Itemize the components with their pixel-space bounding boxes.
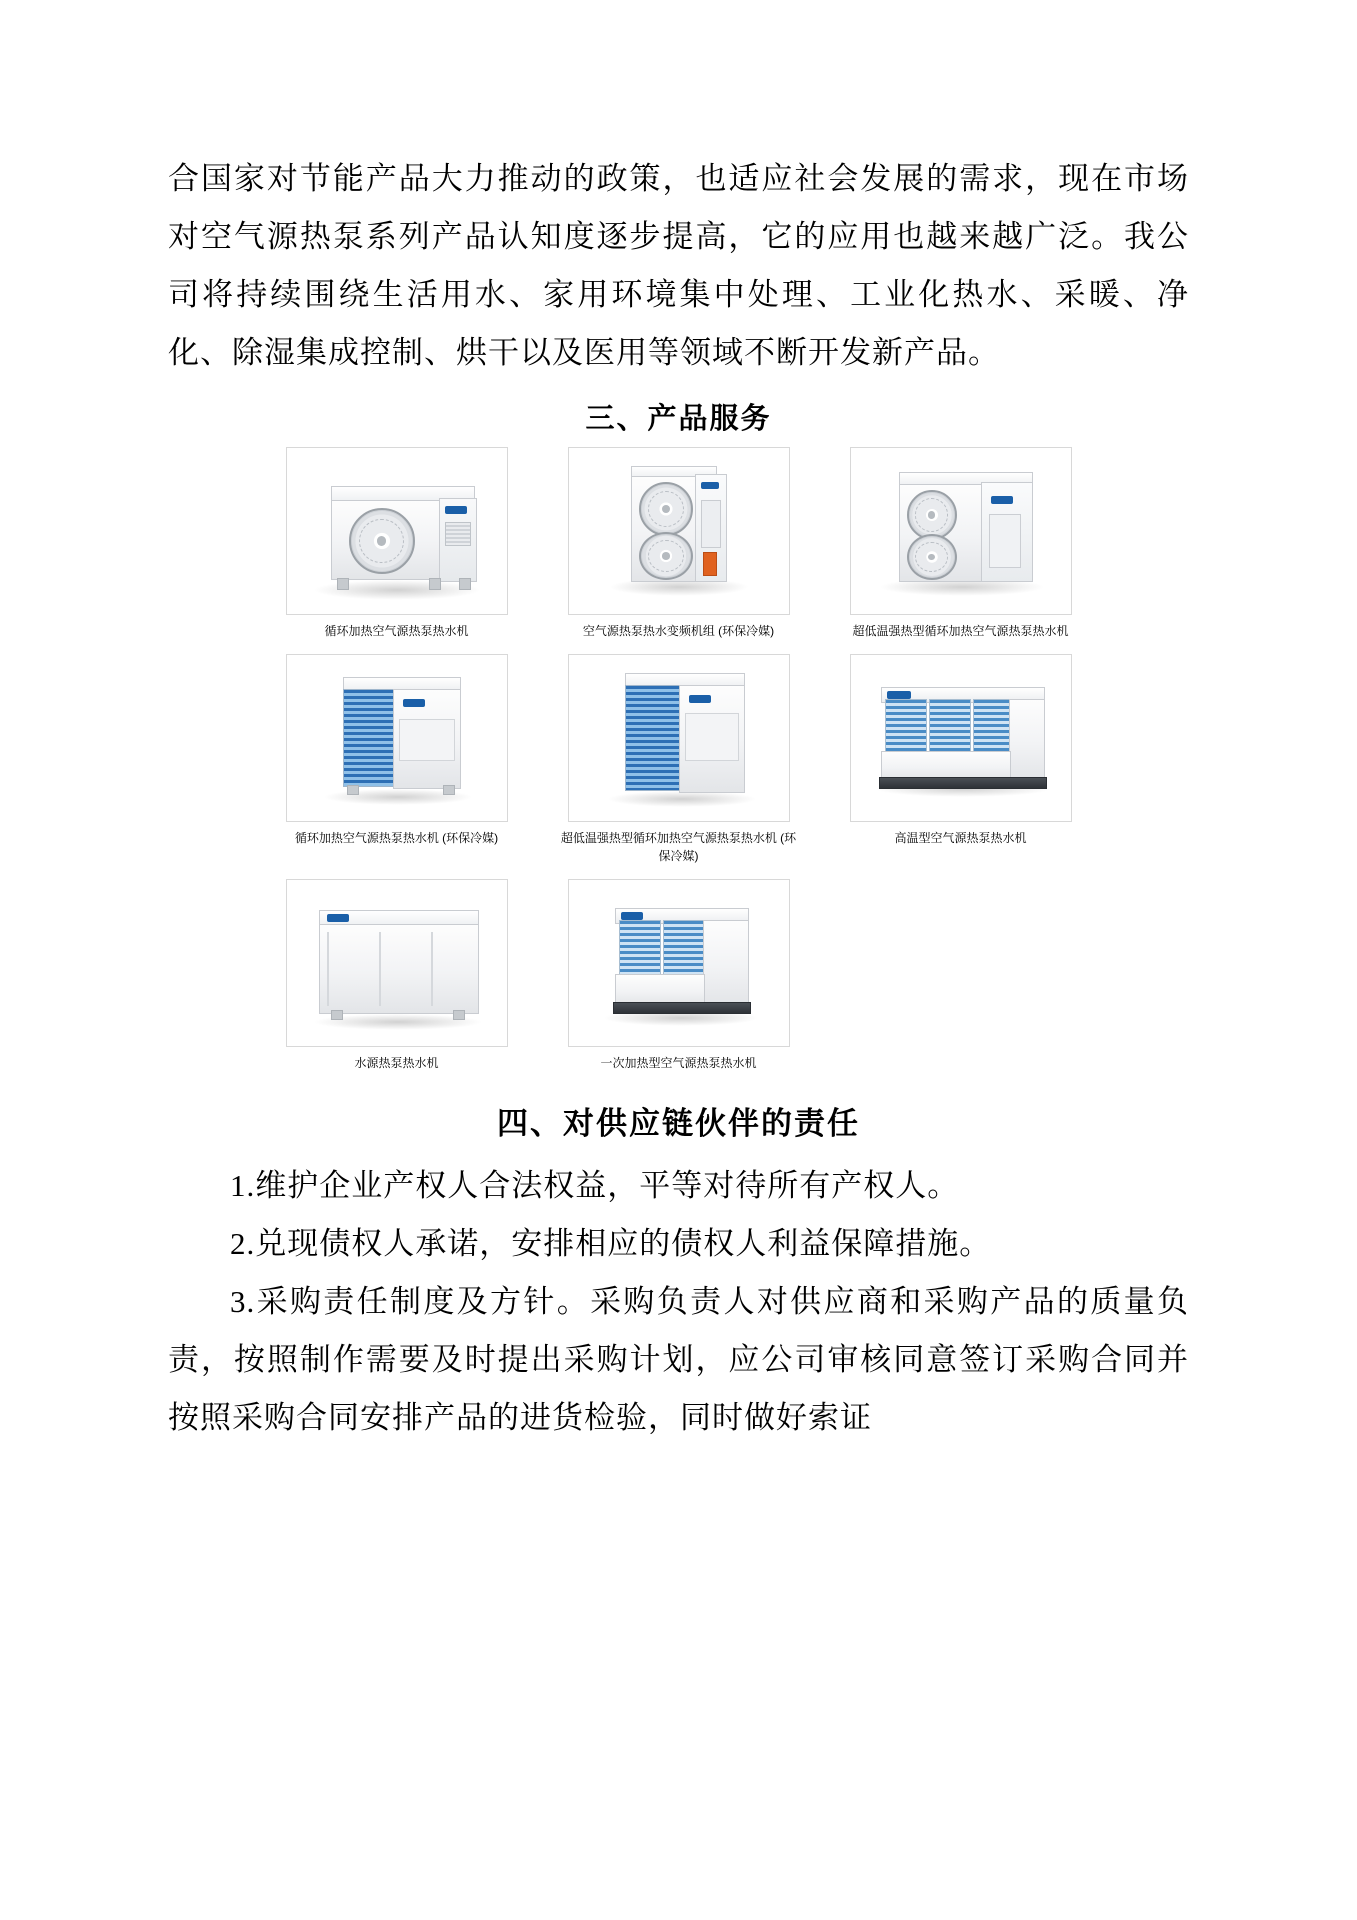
product-row (264, 879, 1094, 1072)
responsibility-item-3: 3.采购责任制度及方针。采购负责人对供应商和采购产品的质量负责，按照制作需要及时提出采购计划，应公司审核同意签订采购合同并按照采购合同安排产品的进货检验，同时做好索证 (168, 1284, 1189, 1435)
product-row (264, 654, 1094, 865)
product-caption: 超低温强热型循环加热空气源热泵热水机 (环保冷媒) (560, 831, 797, 863)
heat-pump-unit-3-image (850, 447, 1072, 615)
body-paragraph-continued: 合国家对节能产品大力推动的政策，也适应社会发展的需求，现在市场对空气源热泵系列产品认知度逐步提高，它的应用也越来越广泛。我公司将持续围绕生活用水、家用环境集中处理、工业化热水、采暖、净化、除湿集成控制、烘干以及医用等领域不断开发新产品。 (168, 161, 1189, 370)
product-cell (264, 879, 530, 1072)
heat-pump-unit-4-image (286, 654, 508, 822)
section-heading-3: 三、产品服务 (585, 403, 772, 435)
product-row (264, 447, 1094, 640)
product-caption: 空气源热泵热水变频机组 (环保冷媒) (582, 624, 775, 638)
product-caption: 高温型空气源热泵热水机 (894, 831, 1027, 845)
water-source-heat-pump-unit-image (286, 879, 508, 1047)
product-cell (264, 654, 530, 847)
heat-pump-unit-5-image (568, 654, 790, 822)
responsibility-item-2: 2.兑现债权人承诺，安排相应的债权人利益保障措施。 (230, 1226, 992, 1261)
product-image-grid (264, 447, 1094, 1072)
heat-pump-unit-6-image (850, 654, 1072, 822)
product-cell (546, 654, 812, 865)
section-heading-4: 四、对供应链伙伴的责任 (497, 1106, 860, 1141)
product-caption: 循环加热空气源热泵热水机 (环保冷媒) (294, 831, 499, 845)
product-cell (264, 447, 530, 640)
responsibility-item-1: 1.维护企业产权人合法权益，平等对待所有产权人。 (230, 1168, 960, 1203)
product-cell (828, 447, 1094, 640)
product-cell (546, 447, 812, 640)
product-caption: 一次加热型空气源热泵热水机 (600, 1056, 757, 1070)
product-caption: 循环加热空气源热泵热水机 (324, 624, 469, 638)
product-caption: 水源热泵热水机 (354, 1056, 439, 1070)
heat-pump-unit-8-image (568, 879, 790, 1047)
product-cell (546, 879, 812, 1072)
product-cell (828, 654, 1094, 847)
heat-pump-unit-2-image (568, 447, 790, 615)
heat-pump-unit-1-image (286, 447, 508, 615)
product-caption: 超低温强热型循环加热空气源热泵热水机 (852, 624, 1069, 638)
